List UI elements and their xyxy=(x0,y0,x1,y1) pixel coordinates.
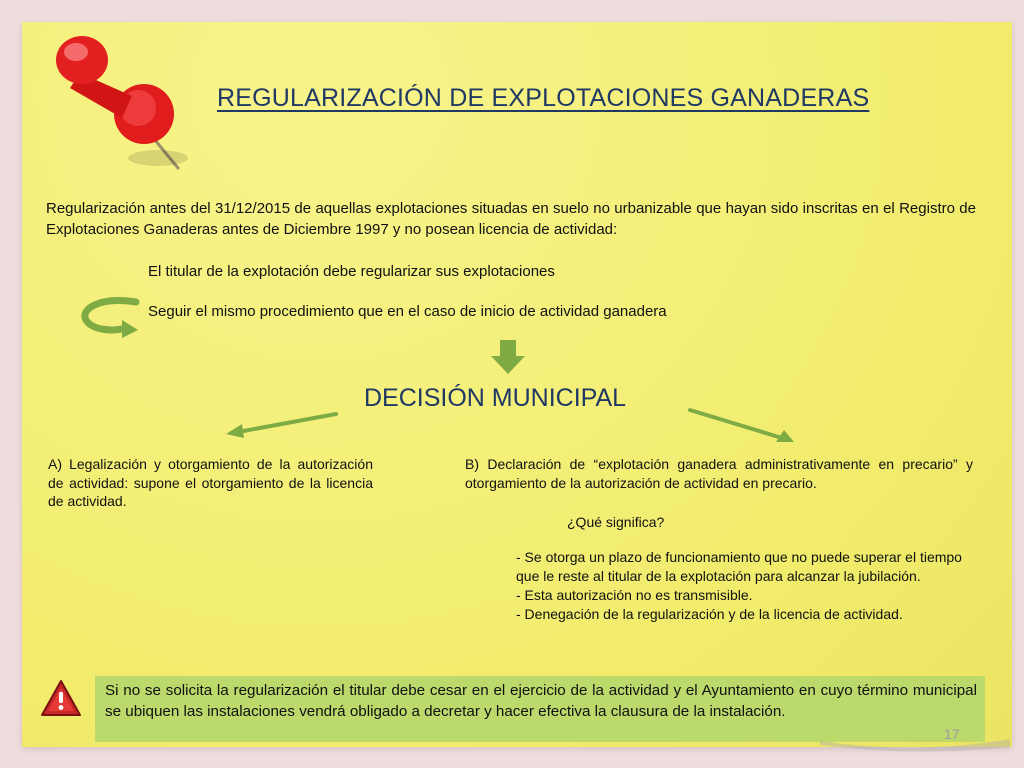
decision-heading: DECISIÓN MUNICIPAL xyxy=(364,384,627,412)
list-item: - Denegación de la regularización y de la licencia de actividad. xyxy=(516,606,903,622)
consequence-list xyxy=(516,548,974,624)
option-a-text: A) Legalización y otorgamiento de la autorización de actividad: supone el otorgamiento de la licencia de actividad. xyxy=(48,456,373,509)
step-follow-procedure: Seguir el mismo procedimiento que en el caso de inicio de actividad ganadera xyxy=(148,303,667,320)
arrow-left-icon xyxy=(224,410,340,440)
page-title: REGULARIZACIÓN DE EXPLOTACIONES GANADERAS xyxy=(217,84,870,112)
loop-arrow-icon xyxy=(78,294,142,342)
list-item: - Se otorga un plazo de funcionamiento que no puede superar el tiempo que le reste al titular de la explotación para alcanzar la jubilación. xyxy=(516,549,962,584)
list-item: - Esta autorización no es transmisible. xyxy=(516,587,753,603)
intro-paragraph: Regularización antes del 31/12/2015 de aquellas explotaciones situadas en suelo no urbanizable que hayan sido inscritas en el Registro de Explotaciones Ganaderas antes de Diciembre 1997 y no posean licencia de actividad: xyxy=(46,200,976,238)
pushpin-icon xyxy=(40,18,200,178)
question-text: ¿Qué significa? xyxy=(567,514,665,530)
arrow-right-icon xyxy=(686,404,798,446)
warning-triangle-icon xyxy=(40,679,82,717)
down-arrow-icon xyxy=(490,340,526,376)
warning-box xyxy=(95,676,985,742)
option-b-text: B) Declaración de “explotación ganadera administrativamente en precario” y otorgamiento de la autorización de actividad en precario. xyxy=(465,456,973,491)
page-number: 17 xyxy=(944,726,960,742)
step-owner-regularize: El titular de la explotación debe regularizar sus explotaciones xyxy=(148,263,555,280)
warning-text: Si no se solicita la regularización el titular debe cesar en el ejercicio de la actividad y el Ayuntamiento en cuyo término municipal se ubiquen las instalaciones vendrá obligado a decretar y hacer efectiva la clausura de la instalación. xyxy=(105,682,977,720)
page-curl xyxy=(820,735,1010,755)
